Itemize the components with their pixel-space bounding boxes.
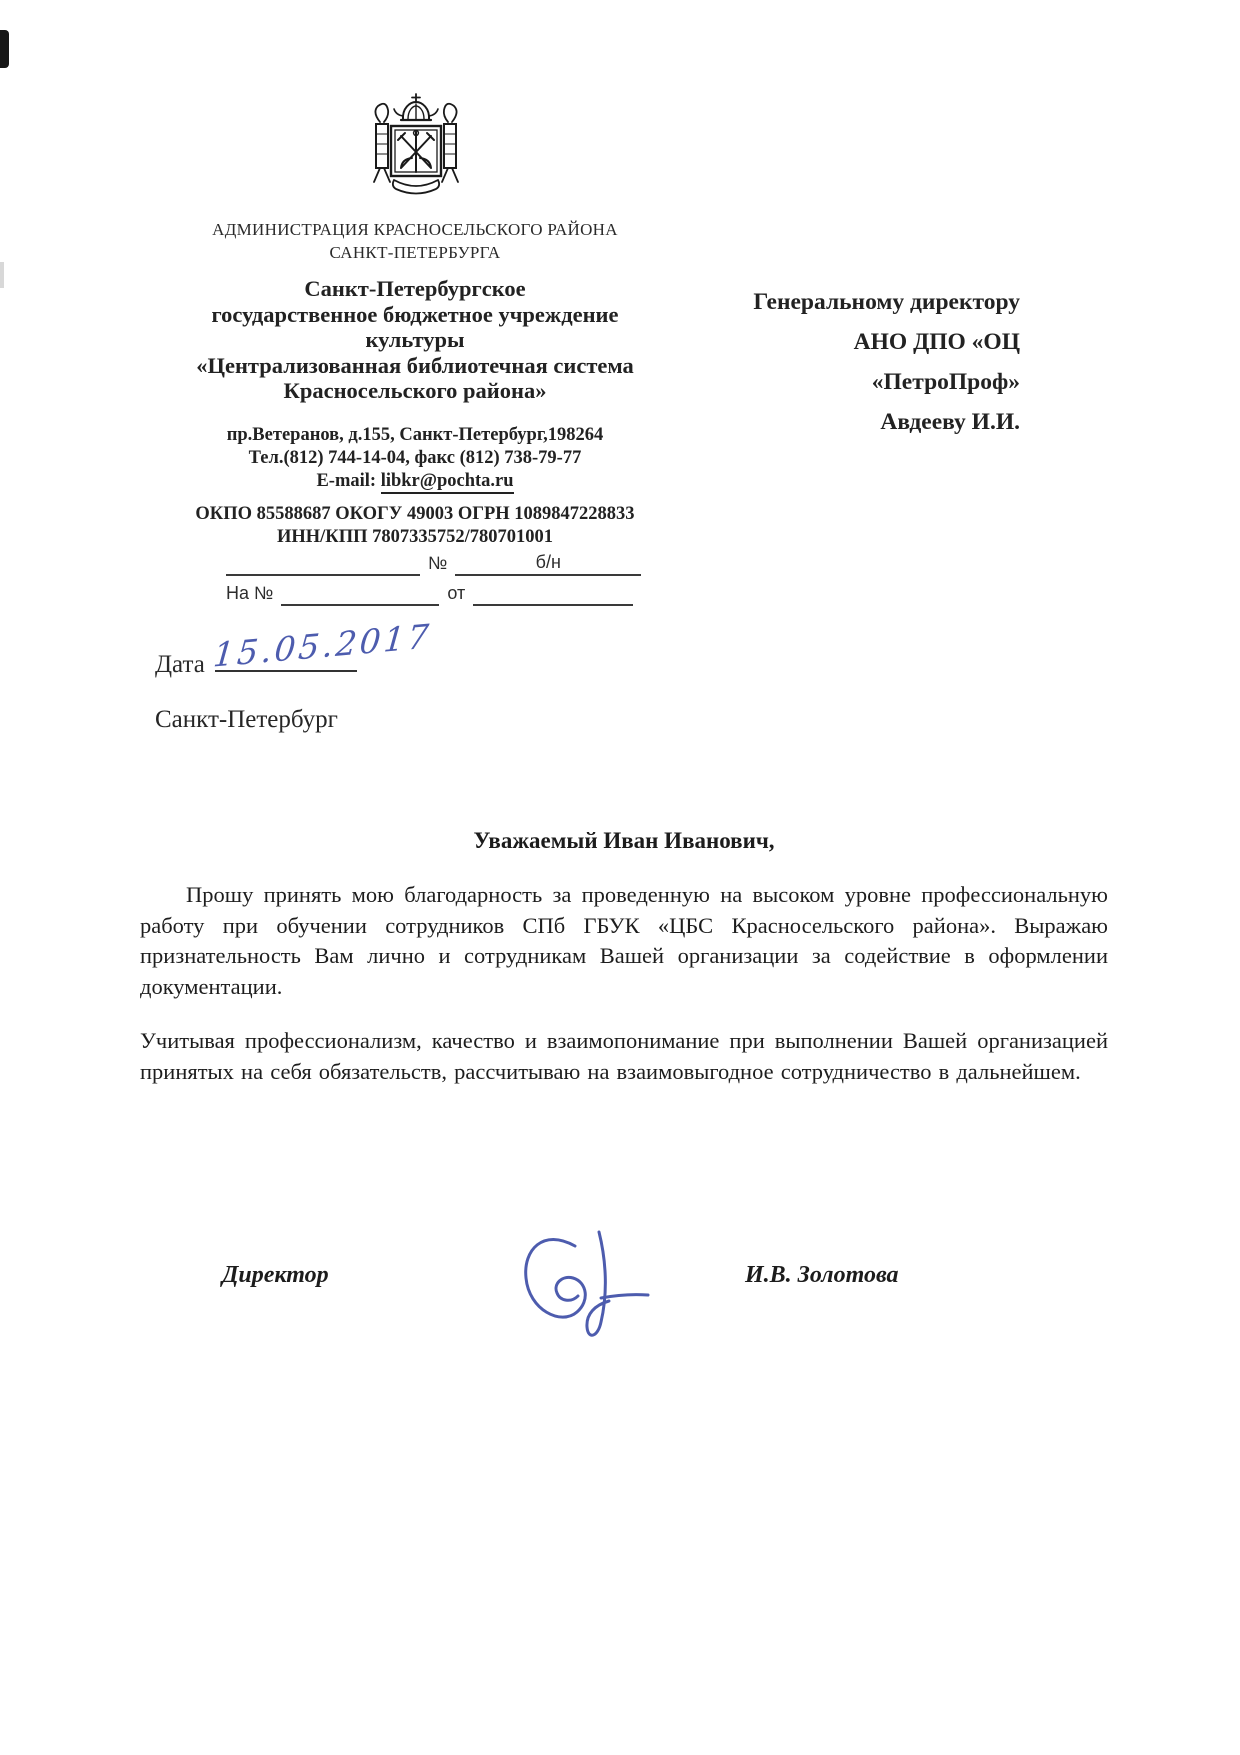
coat-of-arms-icon <box>350 92 482 206</box>
addressee-position: Генеральному директору <box>753 289 1020 315</box>
scan-edge-artifact <box>0 30 9 68</box>
organization-name-line: Красносельского района» <box>283 378 547 403</box>
postal-address: пр.Ветеранов, д.155, Санкт-Петербург,198264 <box>226 425 604 445</box>
number-value: б/н <box>455 552 641 576</box>
body-paragraph: Учитывая профессионализм, качество и взаимопонимание при выполнении Вашей организацией принятых на себя обязательств, рассчитываю на взаимовыгодное сотрудничество в дальнейшем. <box>140 1028 1108 1084</box>
email-label: E-mail: <box>316 471 377 491</box>
reference-number-blank-line <box>281 582 439 606</box>
signature-ink <box>515 1226 665 1341</box>
organization-name-line: «Централизованная библиотечная система <box>196 352 634 378</box>
date-blank-line <box>226 552 420 576</box>
city-label: Санкт-Петербург <box>155 706 338 733</box>
email-value: libkr@pochta.ru <box>381 471 514 494</box>
addressee-block <box>700 282 1020 442</box>
administration-heading <box>170 218 660 264</box>
document-number-block <box>226 549 650 606</box>
phone-fax: Тел.(812) 744-14-04, факс (812) 738-79-77 <box>248 448 582 468</box>
signer-title: Директор <box>222 1262 329 1288</box>
number-row <box>226 549 650 576</box>
organization-name-line: Санкт-Петербургское <box>304 276 526 301</box>
date-label: Дата <box>155 651 205 678</box>
addressee-organization: АНО ДПО «ОЦ «ПетроПроф» <box>853 329 1020 395</box>
addressee-name: Авдееву И.И. <box>880 409 1020 435</box>
scan-edge-artifact <box>0 262 4 288</box>
date-row <box>155 616 434 679</box>
organization-name-line: культуры <box>365 327 465 352</box>
body-paragraph: Прошу принять мою благодарность за проведенную на высоком уровне профессиональную работу при обучении сотрудников СПб ГБУК «ЦБС Красносельского района». Выражаю признательность Вам лично и сотрудникам Вашей организации за содействие в оформлении документации. <box>140 882 1108 999</box>
reference-row <box>226 579 650 606</box>
codes-line-okpo-ogrn: ОКПО 85588687 ОКОГУ 49003 ОГРН 1089847228833 <box>195 504 635 524</box>
registration-codes <box>170 503 660 549</box>
administration-line: САНКТ-ПЕТЕРБУРГА <box>329 243 501 262</box>
reference-from-label: от <box>447 583 466 603</box>
administration-line: АДМИНИСТРАЦИЯ КРАСНОСЕЛЬСКОГО РАЙОНА <box>212 220 618 239</box>
codes-line-inn-kpp: ИНН/КПП 7807335752/780701001 <box>276 527 554 547</box>
contact-block <box>170 424 660 493</box>
handwritten-date: 15.05.2017 <box>211 616 434 675</box>
organization-name <box>145 276 685 404</box>
reference-label: На № <box>226 583 274 603</box>
salutation: Уважаемый Иван Иванович, <box>473 828 775 853</box>
number-label: № <box>428 553 448 573</box>
email-line <box>170 470 660 493</box>
signer-name: И.В. Золотова <box>745 1262 899 1288</box>
reference-date-blank-line <box>473 582 633 606</box>
organization-name-line: государственное бюджетное учреждение <box>211 301 619 327</box>
